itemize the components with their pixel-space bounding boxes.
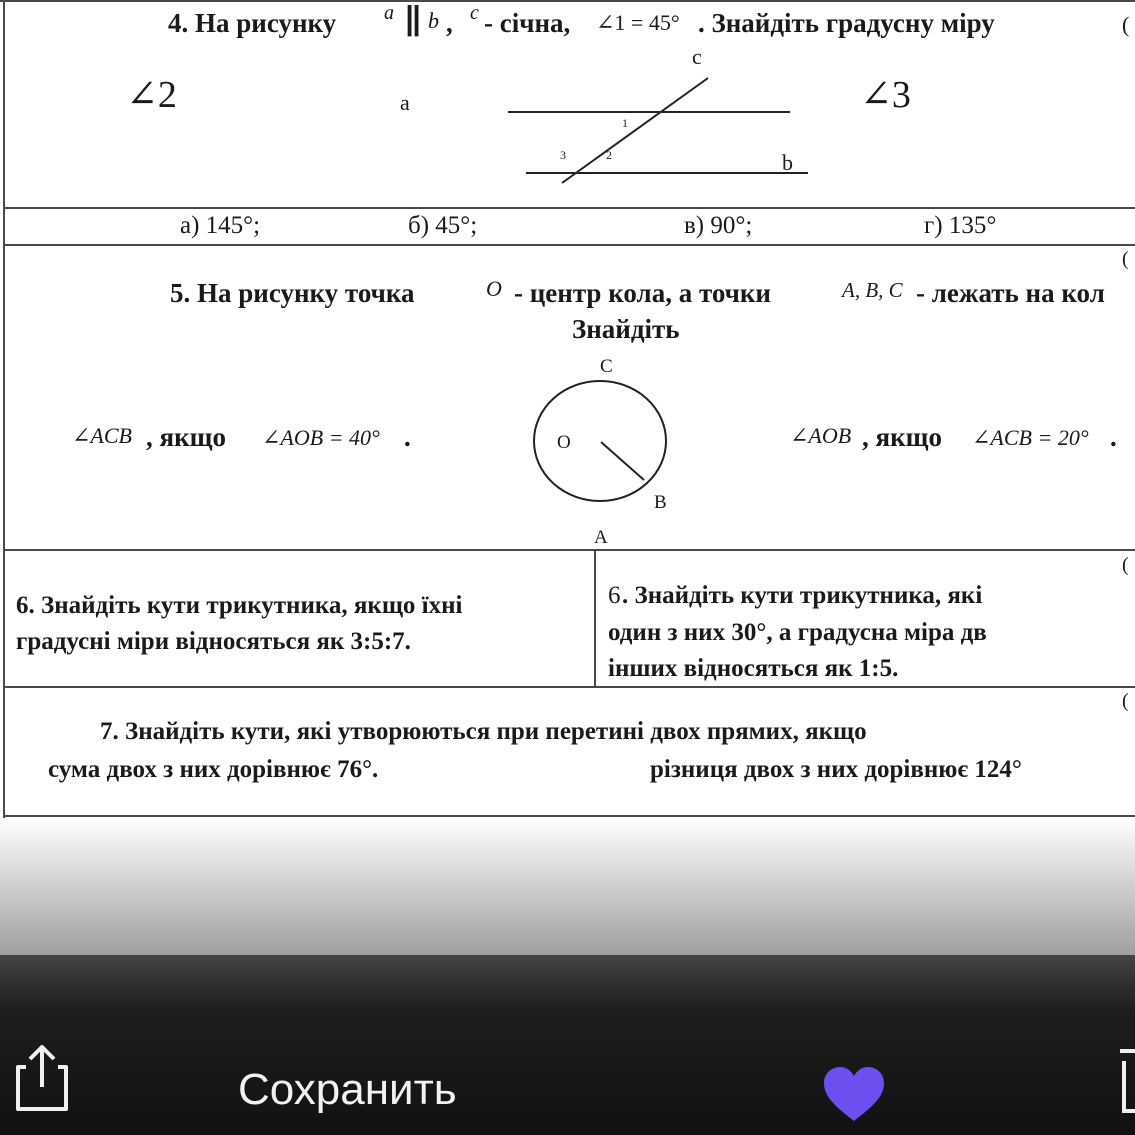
expr-aob-40: ∠AOB = 40° — [262, 425, 380, 450]
task6-right-line: інших відносяться як 1:5. — [608, 655, 899, 682]
table-divider-vertical — [594, 549, 596, 687]
var-a: a — [384, 2, 394, 24]
figure-label-c: C — [600, 356, 613, 377]
table-border-top — [0, 0, 1135, 2]
radius-ob — [601, 442, 644, 480]
task7-line: сума двох з них дорівнює 76°. — [48, 756, 379, 783]
parallel-sign: ∥ — [404, 4, 422, 41]
figure-label-2: 2 — [606, 148, 612, 162]
task6-left-line: 6. Знайдіть кути трикутника, якщо їхні — [16, 592, 463, 619]
expr-text: , якщо — [146, 422, 226, 452]
points-mark: ( — [1122, 12, 1130, 37]
task4-title-part: - січна, — [484, 8, 571, 38]
task6-right-line: . Знайдіть кути трикутника, які — [622, 582, 983, 609]
figure-label-b: b — [782, 150, 793, 175]
table-border-left — [3, 0, 5, 818]
figure-label-1: 1 — [622, 116, 628, 130]
task5-title-part: - лежать на кол — [916, 278, 1105, 308]
delete-button[interactable] — [1116, 1047, 1135, 1117]
table-divider — [3, 549, 1135, 551]
answer-option: г) 135° — [924, 212, 997, 239]
expr-dot: . — [1110, 422, 1117, 452]
expr-dot: . — [404, 422, 411, 452]
expr-acb: ∠ACB — [72, 423, 132, 448]
var-b: b — [428, 8, 439, 33]
task5-title-part: Знайдіть — [572, 314, 680, 344]
image-backdrop — [0, 818, 1135, 958]
parallel-lines-figure — [490, 40, 830, 200]
table-divider — [3, 207, 1135, 209]
task4-title-part: 4. На рисунку — [168, 8, 337, 38]
angle-2-label: ∠2 — [126, 74, 177, 116]
expr-acb-20: ∠ACB = 20° — [972, 425, 1089, 450]
save-button[interactable]: Сохранить — [238, 1065, 457, 1114]
angle-condition: ∠1 = 45° — [596, 10, 680, 35]
figure-label-o: O — [557, 432, 571, 453]
figure-label-a: A — [594, 527, 608, 548]
answer-option: а) 145°; — [180, 212, 261, 239]
circle-figure — [528, 378, 674, 508]
table-divider — [3, 244, 1135, 246]
figure-label-3: 3 — [560, 148, 566, 162]
secant-c — [562, 78, 708, 183]
task6-right-line: один з них 30°, а градусна міра дв — [608, 619, 987, 646]
task6-right-number: 6 — [608, 582, 621, 609]
task7-line: 7. Знайдіть кути, які утворюються при перетині двох прямих, якщо — [100, 718, 867, 745]
var-c: c — [470, 2, 479, 24]
points-mark: ( — [1122, 554, 1129, 576]
figure-label-a: a — [400, 90, 410, 115]
task6-left-line: градусні міри відносяться як 3:5:7. — [16, 628, 411, 655]
task5-title-part: - центр кола, а точки — [514, 278, 771, 308]
expr-aob: ∠AOB — [790, 423, 852, 448]
bottom-toolbar — [0, 955, 1135, 1135]
vars-abc: A, B, C — [842, 278, 903, 302]
comma: , — [446, 8, 453, 38]
share-button[interactable] — [14, 1043, 70, 1113]
trash-icon — [1116, 1047, 1135, 1117]
table-divider — [3, 686, 1135, 688]
task5-title-part: 5. На рисунку точка — [170, 278, 415, 308]
points-mark: ( — [1122, 690, 1129, 712]
task7-line: різниця двох з них дорівнює 124° — [650, 756, 1022, 783]
table-border-bottom — [3, 815, 1135, 817]
points-mark: ( — [1122, 248, 1129, 270]
like-button[interactable] — [822, 1065, 886, 1123]
answer-option: б) 45°; — [408, 212, 478, 239]
angle-3-label: ∠3 — [860, 74, 911, 116]
figure-label-b: B — [654, 492, 667, 513]
answer-option: в) 90°; — [684, 212, 753, 239]
heart-icon — [822, 1065, 886, 1123]
task4-title-part: . Знайдіть градусну міру — [698, 8, 995, 38]
figure-label-c: c — [692, 44, 702, 69]
circle — [534, 381, 666, 501]
share-icon — [14, 1043, 70, 1113]
var-o: O — [486, 276, 502, 301]
expr-text: , якщо — [862, 422, 942, 452]
